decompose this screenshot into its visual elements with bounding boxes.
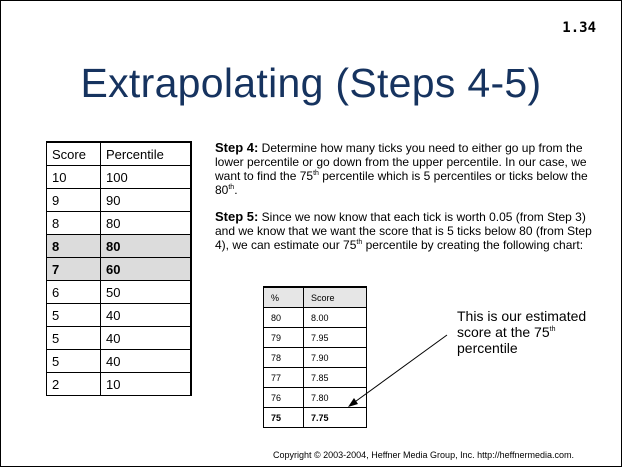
pct-cell: 75 (264, 408, 304, 428)
pct-cell: 80 (264, 308, 304, 328)
score-cell: 5 (47, 327, 101, 350)
annotation-text-b: percentile (457, 340, 518, 356)
percentile-cell: 40 (101, 304, 192, 327)
score-cell: 5 (47, 350, 101, 373)
step5-label: Step 5: (215, 209, 259, 224)
step4-text-a: Determine how many ticks you need to either go up from the lower percentile or go down from the upper percentile. In our case, we want to find the 75 (215, 141, 587, 183)
pct-cell: 78 (264, 348, 304, 368)
step4-sup-b: th (228, 184, 235, 191)
est-score-cell: 7.80 (304, 388, 367, 408)
percentile-cell: 50 (101, 281, 192, 304)
copyright-footer: Copyright © 2003-2004, Heffner Media Group, Inc. http://heffnermedia.com. (273, 450, 574, 460)
step4-label: Step 4: (215, 140, 259, 155)
slide-title: Extrapolating (Steps 4-5) (80, 60, 542, 106)
header-est-score: Score (304, 287, 367, 308)
step5-sup-a: th (356, 239, 363, 246)
score-cell: 8 (47, 235, 101, 258)
step5-text-b: percentile by creating the following chart: (362, 238, 584, 252)
est-score-cell: 7.95 (304, 328, 367, 348)
slide-number: 1.34 (562, 20, 596, 36)
annotation-sup: th (549, 326, 556, 333)
percentile-cell: 100 (101, 166, 192, 189)
percentile-cell: 60 (101, 258, 192, 281)
percentile-cell: 40 (101, 327, 192, 350)
step4-sup-a: th (313, 170, 319, 177)
score-cell: 7 (47, 258, 101, 281)
step4-text-c: . (234, 183, 238, 197)
score-cell: 6 (47, 281, 101, 304)
step5-text-a: Since we now know that each tick is worth 0.05 (from Step 3) and we know that we want the score that is 5 ticks below 80 (from Step 4), we can estimate our 75 (215, 210, 592, 252)
estimate-annotation (457, 308, 587, 356)
percentile-cell: 40 (101, 350, 192, 373)
score-cell: 9 (47, 189, 101, 212)
est-score-cell: 7.90 (304, 348, 367, 368)
percentile-cell: 80 (101, 235, 192, 258)
score-cell: 2 (47, 373, 101, 396)
percentile-cell: 90 (101, 189, 192, 212)
header-pct: % (264, 287, 304, 308)
pct-cell: 76 (264, 388, 304, 408)
pct-cell: 77 (264, 368, 304, 388)
pct-cell: 79 (264, 328, 304, 348)
header-percentile: Percentile (101, 142, 192, 166)
annotation-text-a: This is our estimated score at the 75 (457, 308, 587, 340)
est-score-cell: 7.85 (304, 368, 367, 388)
percentile-cell: 80 (101, 212, 192, 235)
score-cell: 5 (47, 304, 101, 327)
step4-text-b: percentile which is 5 percentiles or ticks below the 80 (215, 169, 588, 197)
est-score-cell: 8.00 (304, 308, 367, 328)
score-cell: 8 (47, 212, 101, 235)
header-score: Score (47, 142, 101, 166)
percentile-cell: 10 (101, 373, 192, 396)
score-cell: 10 (47, 166, 101, 189)
est-score-cell: 7.75 (304, 408, 367, 428)
